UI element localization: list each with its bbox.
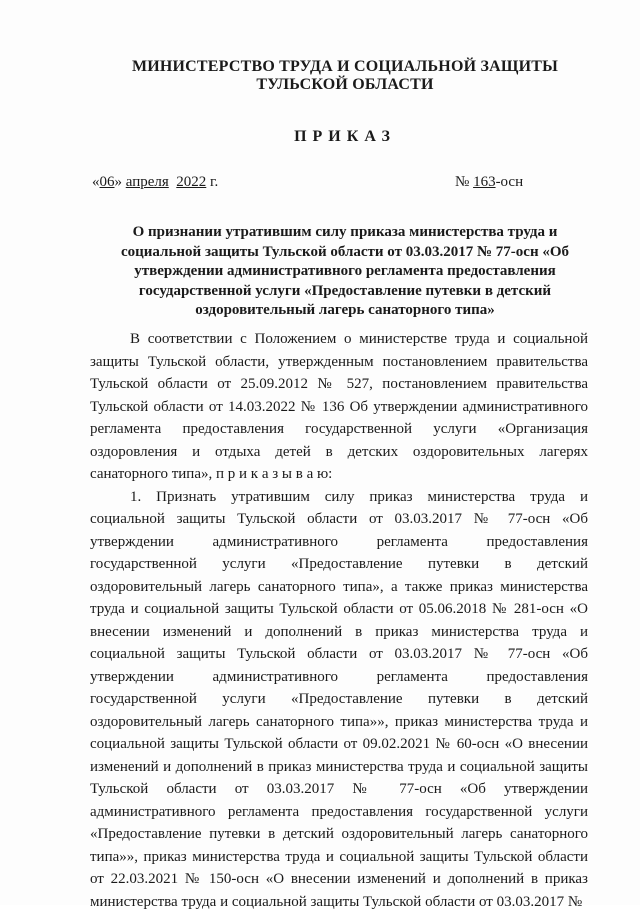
date-day: 06: [100, 174, 115, 190]
date-suffix: г.: [210, 174, 218, 190]
date-open-quote: «: [92, 174, 100, 190]
date-year: 2022: [176, 174, 206, 190]
org-name-line-1: МИНИСТЕРСТВО ТРУДА И СОЦИАЛЬНОЙ ЗАЩИТЫ: [90, 58, 600, 76]
preamble-paragraph: В соответствии с Положением о министерстве труда и социальной защиты Тульской области, утвержденным постановлением правительства Тульской области от 25.09.2012 № 527, постановлением правительства Тульской области от 14.03.2022 № 136 Об утверждении административного регламента предоставления государственной услуги «Организация оздоровления и отдыха детей в детских оздоровительных лагерях санаторного типа», п р и к а з ы в а ю:: [90, 328, 588, 486]
document-body: [90, 328, 588, 913]
document-subject: О признании утратившим силу приказа министерства труда и социальной защиты Тульской области от 03.03.2017 № 77-осн «Об утверждении административного регламента предоставления государственной услуги «Предоставление путевки в детский оздоровительный лагерь санаторного типа»: [100, 223, 590, 321]
document-number: [455, 174, 523, 191]
document-type-title: ПРИКАЗ: [90, 128, 600, 146]
org-name-line-2: ТУЛЬСКОЙ ОБЛАСТИ: [90, 76, 600, 94]
number-suffix: -осн: [496, 174, 524, 190]
number-prefix: №: [455, 174, 469, 190]
item-1-paragraph: 1. Признать утратившим силу приказ министерства труда и социальной защиты Тульской области от 03.03.2017 № 77-осн «Об утверждении административного регламента предоставления государственной услуги «Предоставление путевки в детский оздоровительный лагерь санаторного типа», а также приказ министерства труда и социальной защиты Тульской области от 05.06.2018 № 281-осн «О внесении изменений и дополнений в приказ министерства труда и социальной защиты Тульской области от 03.03.2017 № 77-осн «Об утверждении административного регламента предоставления государственной услуги «Предоставление путевки в детский оздоровительный лагерь санаторного типа»», приказ министерства труда и социальной защиты Тульской области от 09.02.2021 № 60-осн «О внесении изменений и дополнений в приказ министерства труда и социальной защиты Тульской области от 03.03.2017 № 77-осн «Об утверждении административного регламента предоставления государственной услуги «Предоставление путевки в детский оздоровительный лагерь санаторного типа»», приказ министерства труда и социальной защиты Тульской области от 22.03.2021 № 150-осн «О внесении изменений и дополнений в приказ министерства труда и социальной защиты Тульской области от 03.03.2017 №: [90, 486, 588, 913]
date-close-quote: »: [115, 174, 123, 190]
document-date: [92, 174, 218, 191]
number-value: 163: [473, 174, 496, 190]
organization-header: [90, 58, 600, 94]
date-month: апреля: [126, 174, 169, 190]
